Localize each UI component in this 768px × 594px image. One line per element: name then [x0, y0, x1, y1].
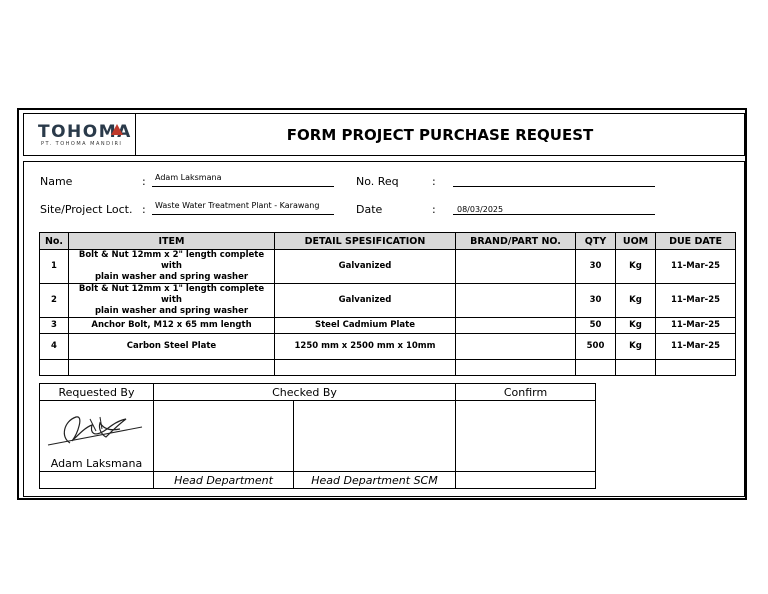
cell-item: Anchor Bolt, M12 x 65 mm length [69, 318, 275, 334]
cell-no: 1 [40, 250, 69, 284]
signature-space-row [40, 401, 596, 472]
cell-no: 3 [40, 318, 69, 334]
item-line2: plain washer and spring washer [94, 306, 249, 316]
cell-item [69, 250, 275, 284]
logo-triangle-icon [111, 124, 123, 135]
logo-text: TOHOMA [38, 122, 132, 142]
noreq-underline [453, 186, 655, 187]
confirm-signature-cell [456, 401, 596, 472]
items-table [39, 232, 736, 376]
site-colon: : [142, 203, 146, 216]
cell-no: 4 [40, 334, 69, 360]
date-label: Date [356, 203, 383, 216]
cell-item: Carbon Steel Plate [69, 334, 275, 360]
cell-empty [456, 360, 576, 376]
name-colon: : [142, 175, 146, 188]
col-header-qty: QTY [576, 233, 616, 250]
confirm-title-cell [456, 472, 596, 489]
requester-title-cell [40, 472, 154, 489]
cell-no: 2 [40, 284, 69, 318]
signature-table [39, 383, 596, 489]
date-value: 08/03/2025 [457, 205, 504, 214]
site-value: Waste Water Treatment Plant - Karawang [155, 201, 320, 210]
site-label: Site/Project Loct. [40, 203, 133, 216]
requested-by-label: Requested By [40, 384, 154, 401]
name-value: Adam Laksmana [155, 173, 222, 182]
signature-title-row [40, 472, 596, 489]
table-row [40, 250, 736, 284]
cell-uom: Kg [616, 334, 656, 360]
cell-detail: Galvanized [275, 284, 456, 318]
table-row [40, 334, 736, 360]
cell-empty [275, 360, 456, 376]
cell-due: 11-Mar-25 [656, 334, 736, 360]
scm-signature-cell [294, 401, 456, 472]
cell-item [69, 284, 275, 318]
cell-detail: Galvanized [275, 250, 456, 284]
col-header-detail: DETAIL SPESIFICATION [275, 233, 456, 250]
requester-signature-cell [40, 401, 154, 472]
item-line2: plain washer and spring washer [94, 272, 249, 282]
logo-subtitle: PT. TOHOMA MANDIRI [41, 141, 123, 147]
col-header-due: DUE DATE [656, 233, 736, 250]
cell-uom: Kg [616, 250, 656, 284]
table-row-empty [40, 360, 736, 376]
noreq-label: No. Req [356, 175, 399, 188]
name-underline [152, 186, 334, 187]
date-underline [453, 214, 655, 215]
cell-due: 11-Mar-25 [656, 284, 736, 318]
col-header-no: No. [40, 233, 69, 250]
cell-qty: 30 [576, 250, 616, 284]
date-colon: : [432, 203, 436, 216]
cell-brand [456, 250, 576, 284]
company-logo [24, 114, 136, 155]
cell-brand [456, 318, 576, 334]
cell-due: 11-Mar-25 [656, 250, 736, 284]
cell-empty [40, 360, 69, 376]
site-underline [152, 214, 334, 215]
cell-qty: 500 [576, 334, 616, 360]
cell-empty [616, 360, 656, 376]
name-label: Name [40, 175, 73, 188]
item-line1: Bolt & Nut 12mm x 1" length complete with [78, 284, 265, 305]
cell-qty: 30 [576, 284, 616, 318]
requester-name: Adam Laksmana [50, 457, 143, 470]
signature-header-row [40, 384, 596, 401]
cell-brand [456, 334, 576, 360]
cell-uom: Kg [616, 284, 656, 318]
item-line1: Bolt & Nut 12mm x 2" length complete with [78, 250, 265, 271]
cell-empty [576, 360, 616, 376]
cell-detail: 1250 mm x 2500 mm x 10mm [275, 334, 456, 360]
col-header-brand: BRAND/PART NO. [456, 233, 576, 250]
head-dept-scm-title: Head Department SCM [294, 472, 456, 489]
signature-icon [46, 407, 146, 451]
cell-empty [656, 360, 736, 376]
head-dept-title: Head Department [154, 472, 294, 489]
table-header-row [40, 233, 736, 250]
confirm-label: Confirm [456, 384, 596, 401]
col-header-item: ITEM [69, 233, 275, 250]
head-dept-signature-cell [154, 401, 294, 472]
cell-uom: Kg [616, 318, 656, 334]
form-title: FORM PROJECT PURCHASE REQUEST [286, 125, 594, 144]
table-row [40, 318, 736, 334]
cell-detail: Steel Cadmium Plate [275, 318, 456, 334]
cell-empty [69, 360, 275, 376]
checked-by-label: Checked By [154, 384, 456, 401]
cell-qty: 50 [576, 318, 616, 334]
cell-brand [456, 284, 576, 318]
cell-due: 11-Mar-25 [656, 318, 736, 334]
form-header [23, 113, 745, 156]
col-header-uom: UOM [616, 233, 656, 250]
noreq-colon: : [432, 175, 436, 188]
table-row [40, 284, 736, 318]
